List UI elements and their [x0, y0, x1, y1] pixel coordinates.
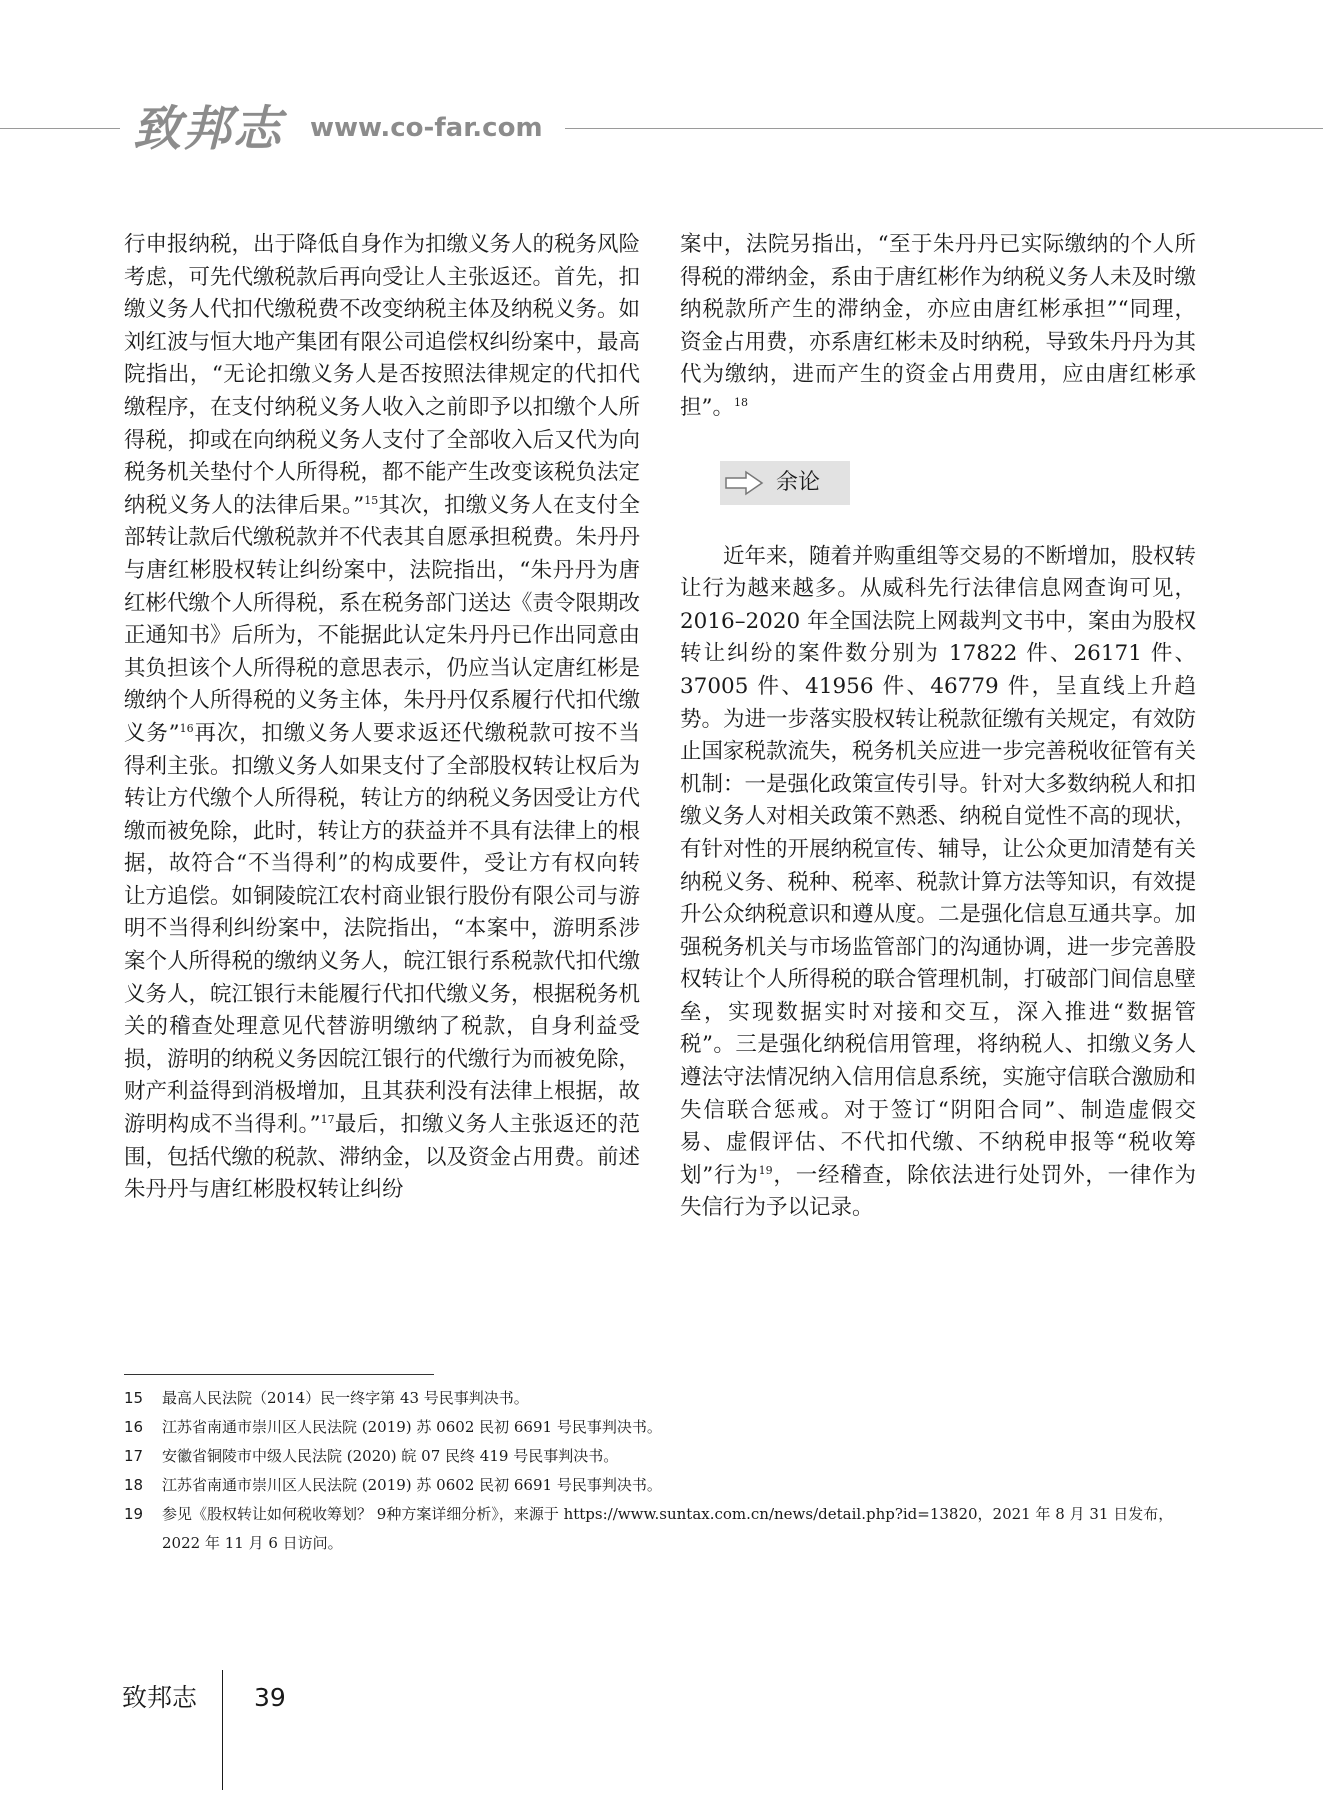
arrow-right-icon	[724, 469, 766, 497]
footnote-number: 17	[124, 1447, 144, 1465]
right-paragraph-2	[680, 541, 1196, 1225]
section-title: 余论	[776, 469, 821, 495]
footnote-ref-16: 16	[179, 721, 194, 735]
footnote-number: 18	[124, 1476, 144, 1494]
left-text-c: 再次，扣缴义务人要求返还代缴税款可按不当得利主张。扣缴义务人如果支付了全部股权转让权后为转让方代缴个人所得税，转让方的纳税义务因受让方代缴而被免除，此时，转让方的获益并不具有法律上的根据，故符合“不当得利”的构成要件，受让方有权向转让方追偿。如铜陵皖江农村商业银行股份有限公司与游明不当得利纠纷案中，法院指出，“本案中，游明系涉案个人所得税的缴纳义务人，皖江银行系税款代扣代缴义务人，皖江银行未能履行代扣代缴义务，根据税务机关的稽查处理意见代替游明缴纳了税款，自身利益受损，游明的纳税义务因皖江银行的代缴行为而被免除，财产利益得到消极增加，且其获利没有法律上根据，故游明构成不当得利。”	[124, 720, 641, 1138]
right-text-a: 案中，法院另指出，“至于朱丹丹已实际缴纳的个人所得税的滞纳金，系由于唐红彬作为纳税义务人未及时缴纳税款所产生的滞纳金，亦应由唐红彬承担”“同理，资金占用费，亦系唐红彬未及时纳税，导致朱丹丹为其代为缴纳，进而产生的资金占用费用，应由唐红彬承担”。	[680, 232, 1197, 420]
footnote-text: 江苏省南通市崇川区人民法院 (2019) 苏 0602 民初 6691 号民事判决书。	[162, 1418, 662, 1436]
page-number: 39	[254, 1683, 286, 1712]
section-heading	[720, 461, 850, 505]
brand-logo: 致邦志	[133, 101, 284, 157]
footer-brand: 致邦志	[122, 1683, 198, 1712]
footnote-rule	[124, 1374, 434, 1375]
footnote-number: 19	[124, 1505, 144, 1523]
right-text-b: 近年来，随着并购重组等交易的不断增加，股权转让行为越来越多。从威科先行法律信息网查询可见，2016–2020 年全国法院上网裁判文书中，案由为股权转让纠纷的案件数分别为 17822 件、26171 件、37005 件、41956 件、46779 件，呈直线上升趋势。为进一步落实股权转让税款征缴有关规定，有效防止国家税款流失，税务机关应进一步完善税收征管有关机制：一是强化政策宣传引导。针对大多数纳税人和扣缴义务人对相关政策不熟悉、纳税自觉性不高的现状，有针对性的开展纳税宣传、辅导，让公众更加清楚有关纳税义务、税种、税率、税款计算方法等知识，有效提升公众纳税意识和遵从度。二是强化信息互通共享。加强税务机关与市场监管部门的沟通协调，进一步完善股权转让个人所得税的联合管理机制，打破部门间信息壁垒，实现数据实时对接和交互，深入推进“数据管税”。三是强化纳税信用管理，将纳税人、扣缴义务人遵法守法情况纳入信用信息系统，实施守信联合激励和失信联合惩戒。对于签订“阴阳合同”、制造虚假交易、虚假评估、不代扣代缴、不纳税申报等“税收筹划”行为	[680, 543, 1197, 1188]
footnote	[124, 1413, 1198, 1442]
footnote	[124, 1471, 1198, 1500]
footer-divider	[222, 1670, 223, 1790]
footnote-text: 参见《股权转让如何税收筹划？ 9种方案详细分析》，来源于 https://www.suntax.com.cn/news/detail.php?id=13820，2021 年 8 月 31 日发布，2022 年 11 月 6 日访问。	[162, 1505, 1174, 1552]
footnote-ref-17: 17	[320, 1112, 335, 1126]
right-paragraph-1	[680, 229, 1196, 425]
footnote	[124, 1500, 1198, 1558]
header-rule-right	[565, 128, 1323, 129]
footnote-text: 最高人民法院（2014）民一终字第 43 号民事判决书。	[162, 1389, 529, 1407]
footnote	[124, 1384, 1198, 1413]
left-text-d: 最后，扣缴义务人主张返还的范围，包括代缴的税款、滞纳金，以及资金占用费。前述朱丹丹与唐红彬股权转让纠纷	[124, 1112, 641, 1203]
footnote	[124, 1442, 1198, 1471]
left-text-a: 行申报纳税，出于降低自身作为扣缴义务人的税务风险考虑，可先代缴税款后再向受让人主张返还。首先，扣缴义务人代扣代缴税费不改变纳税主体及纳税义务。如刘红波与恒大地产集团有限公司追偿权纠纷案中，最高院指出，“无论扣缴义务人是否按照法律规定的代扣代缴程序，在支付纳税义务人收入之前即予以扣缴个人所得税，抑或在向纳税义务人支付了全部收入后又代为向税务机关垫付个人所得税，都不能产生改变该税负法定纳税义务人的法律后果。”	[124, 232, 641, 518]
footnote-ref-19: 19	[758, 1163, 773, 1177]
right-text-c: ，一经稽查，除依法进行处罚外，一律作为失信行为予以记录。	[680, 1162, 1196, 1221]
header-rule-left	[0, 128, 120, 129]
left-column	[124, 229, 640, 1207]
footnote-text: 江苏省南通市崇川区人民法院 (2019) 苏 0602 民初 6691 号民事判决书。	[162, 1476, 662, 1494]
left-paragraph	[124, 229, 640, 1207]
left-text-b: 其次，扣缴义务人在支付全部转让款后代缴税款并不代表其自愿承担税费。朱丹丹与唐红彬股权转让纠纷案中，法院指出，“朱丹丹为唐红彬代缴个人所得税，系在税务部门送达《责令限期改正通知书》后所为，不能据此认定朱丹丹已作出同意由其负担该个人所得税的意思表示，仍应当认定唐红彬是缴纳个人所得税的义务主体，朱丹丹仅系履行代扣代缴义务”	[124, 492, 641, 746]
footnote-number: 16	[124, 1418, 144, 1436]
footnotes	[124, 1384, 1198, 1558]
footnote-number: 15	[124, 1389, 144, 1407]
footnote-ref-15: 15	[364, 493, 379, 507]
footnote-ref-18: 18	[734, 395, 748, 409]
right-column	[680, 229, 1196, 1225]
footnote-text: 安徽省铜陵市中级人民法院 (2020) 皖 07 民终 419 号民事判决书。	[162, 1447, 619, 1465]
brand-url: www.co-far.com	[310, 113, 543, 143]
